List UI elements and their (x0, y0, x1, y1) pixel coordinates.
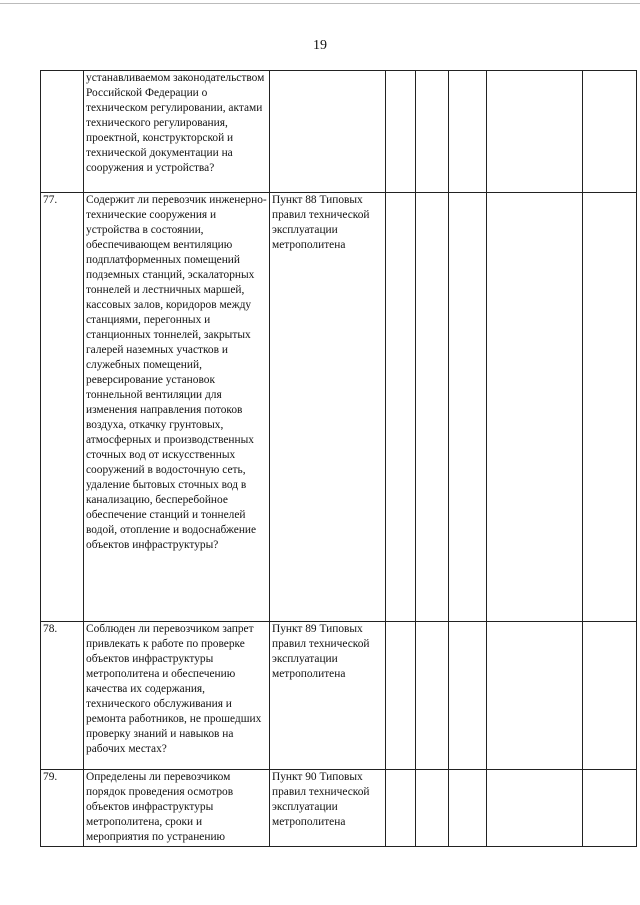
answer-cell (583, 622, 637, 770)
table-row (41, 622, 637, 770)
table-row (41, 71, 637, 193)
question-cell: Соблюден ли перевозчиком запрет привлекать к работе по проверке объектов инфраструктуры метрополитена и обеспечению качества их содержания, технического обслуживания и ремонта работников, не прошедших проверку знаний и навыков на рабочих местах? (84, 622, 270, 770)
answer-cell (449, 71, 487, 193)
checklist-table (40, 70, 637, 847)
answer-cell (416, 71, 449, 193)
answer-cell (449, 622, 487, 770)
table-row (41, 770, 637, 847)
reference-cell (270, 71, 386, 193)
row-number: 77. (41, 193, 84, 622)
question-cell: Определены ли перевозчиком порядок проведения осмотров объектов инфраструктуры метрополитена, сроки и мероприятия по устранению (84, 770, 270, 847)
page-number: 19 (313, 38, 327, 53)
answer-cell (416, 770, 449, 847)
scan-top-edge (0, 3, 640, 4)
reference-cell: Пункт 89 Типовых правил технической эксплуатации метрополитена (270, 622, 386, 770)
answer-cell (386, 193, 416, 622)
row-number: 79. (41, 770, 84, 847)
answer-cell (583, 193, 637, 622)
answer-cell (386, 71, 416, 193)
question-cell: устанавливаемом законодательством Российской Федерации о техническом регулировании, актами технического регулирования, проектной, конструкторской и технической документации на сооружения и устройства? (84, 71, 270, 193)
answer-cell (386, 622, 416, 770)
answer-cell (487, 71, 583, 193)
row-number: 78. (41, 622, 84, 770)
answer-cell (449, 193, 487, 622)
answer-cell (487, 193, 583, 622)
reference-cell: Пункт 88 Типовых правил технической эксплуатации метрополитена (270, 193, 386, 622)
answer-cell (583, 770, 637, 847)
question-cell: Содержит ли перевозчик инженерно-технические сооружения и устройства в состоянии, обеспечивающем вентиляцию подплатформенных помещений подземных станций, эскалаторных тоннелей и лестничных маршей, кассовых залов, коридоров между станциями, перегонных и станционных тоннелей, закрытых галерей наземных участков и служебных помещений, реверсирование установок тоннельной вентиляции для изменения направления потоков воздуха, откачку грунтовых, атмосферных и производственных сточных вод от искусственных сооружений в водосточную сеть, удаление бытовых сточных вод в канализацию, бесперебойное обеспечение станций и тоннелей водой, отопление и водоснабжение объектов инфраструктуры? (84, 193, 270, 622)
answer-cell (487, 622, 583, 770)
answer-cell (416, 193, 449, 622)
answer-cell (449, 770, 487, 847)
reference-cell: Пункт 90 Типовых правил технической эксплуатации метрополитена (270, 770, 386, 847)
row-number (41, 71, 84, 193)
answer-cell (487, 770, 583, 847)
table-row (41, 193, 637, 622)
answer-cell (583, 71, 637, 193)
answer-cell (386, 770, 416, 847)
answer-cell (416, 622, 449, 770)
